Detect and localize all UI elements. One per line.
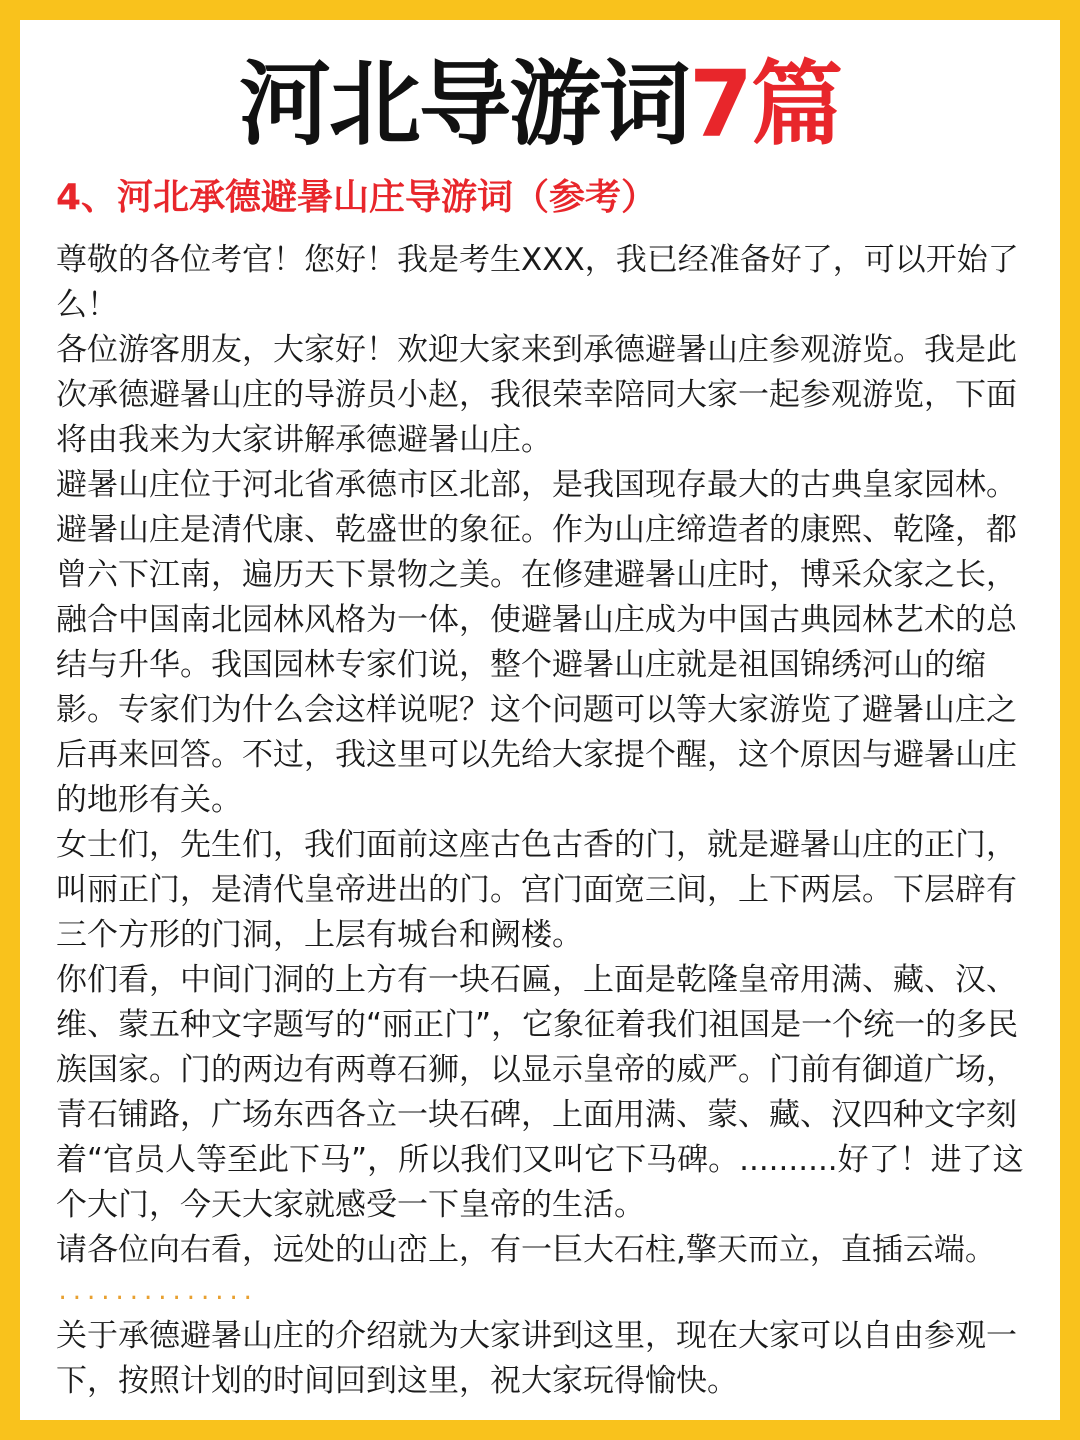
paragraph-overview: 避暑山庄位于河北省承德市区北部，是我国现存最大的古典皇家园林。避暑山庄是清代康、乾盛世的象征。作为山庄缔造者的康熙、乾隆，都曾六下江南，遍历天下景物之美。在修建避暑山庄时，博采众家之长，融合中国南北园林风格为一体，使避暑山庄成为中国古典园林艺术的总结与升华。我国园林专家们说，整个避暑山庄就是祖国锦绣河山的缩影。专家们为什么会这样说呢？这个问题可以等大家游览了避暑山庄之后再来回答。不过，我这里可以先给大家提个醒，这个原因与避暑山庄的地形有关。 [56,467,1017,818]
dotted-separator: .............. [56,1280,256,1305]
paragraph-stone-plaque: 你们看，中间门洞的上方有一块石匾，上面是乾隆皇帝用满、藏、汉、维、蒙五种文字题写的“丽正门”，它象征着我们祖国是一个统一的多民族国家。门的两边有两尊石狮，以显示皇帝的威严。门前有御道广场，青石铺路，广场东西各立一块石碑，上面用满、蒙、藏、汉四种文字刻着“官员人等至此下马”，所以我们又叫它下马碑。..........好了！进了这个大门，今天大家就感受一下皇帝的生活。 [56,962,1024,1223]
paragraph-stone-pillar: 请各位向右看，远处的山峦上，有一巨大石柱,擎天而立，直插云端。 [56,1232,996,1268]
title-accent: 7篇 [689,51,842,158]
paragraph-greeting: 尊敬的各位考官！您好！我是考生XXX，我已经准备好了，可以开始了么！ [56,242,1019,323]
title-main: 河北导游词 [238,51,689,158]
page-title [20,50,1060,160]
paragraph-welcome: 各位游客朋友，大家好！欢迎大家来到承德避暑山庄参观游览。我是此次承德避暑山庄的导游员小赵，我很荣幸陪同大家一起参观游览，下面将由我来为大家讲解承德避暑山庄。 [56,332,1017,458]
page-frame [20,20,1060,1420]
paragraph-main-gate: 女士们，先生们，我们面前这座古色古香的门，就是避暑山庄的正门，叫丽正门，是清代皇帝进出的门。宫门面宽三间，上下两层。下层辟有三个方形的门洞，上层有城台和阙楼。 [56,827,1017,953]
section-heading: 4、河北承德避暑山庄导游词（参考） [56,177,658,218]
article-body [56,238,1036,1273]
paragraph-closing: 关于承德避暑山庄的介绍就为大家讲到这里，现在大家可以自由参观一下，按照计划的时间回到这里，祝大家玩得愉快。 [56,1318,1017,1399]
